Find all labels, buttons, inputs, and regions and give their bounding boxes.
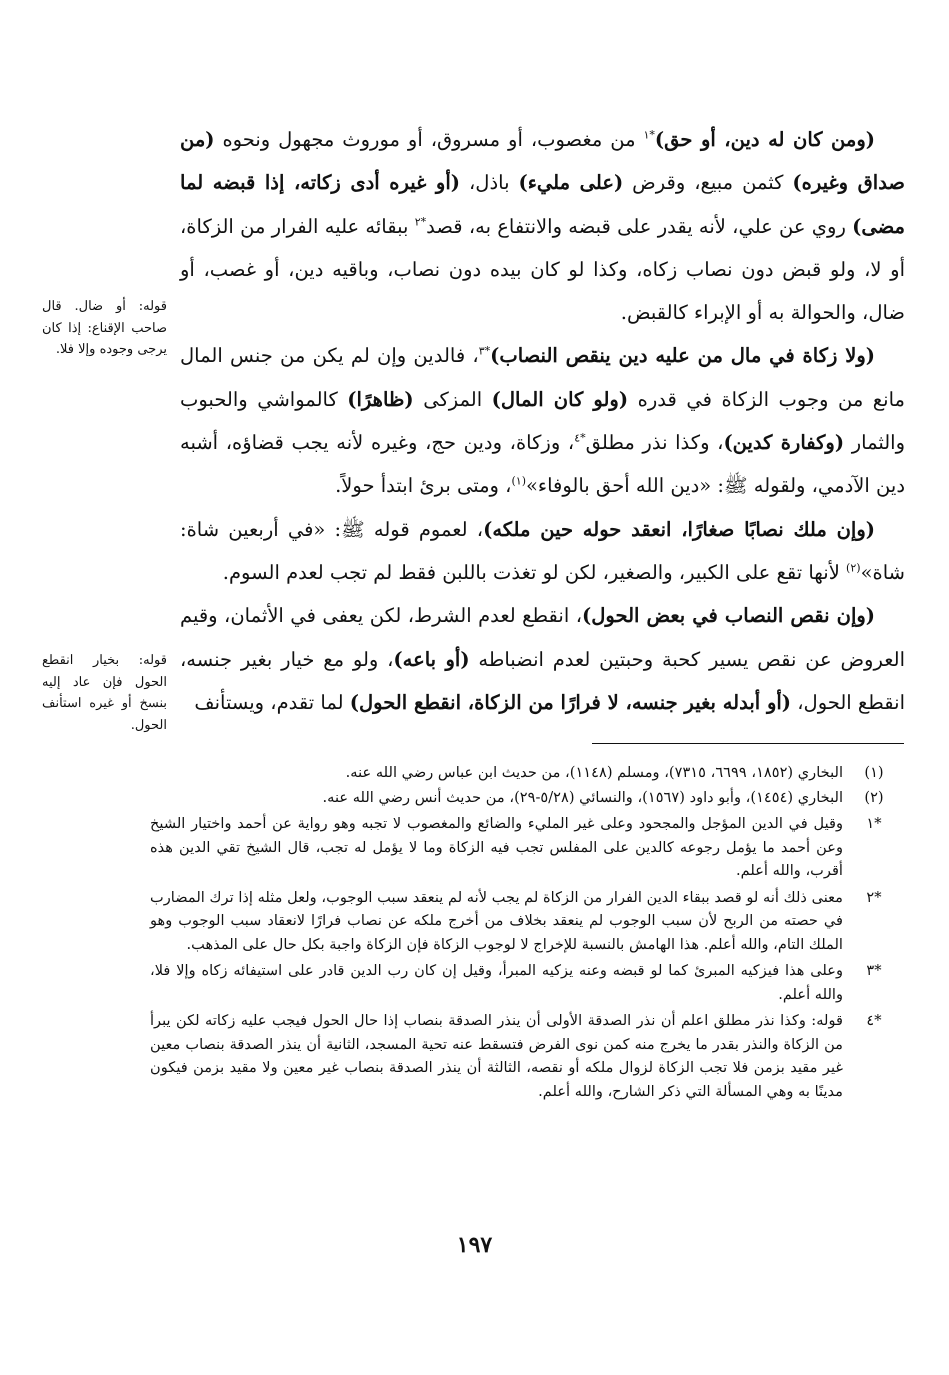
- matn-text: (ومن كان له دين، أو حق): [654, 128, 875, 151]
- footnote-marker: (١): [864, 764, 884, 781]
- footnote-marker: *٢: [866, 888, 882, 906]
- footnote-ref: (١): [511, 474, 526, 488]
- sharh-text: ، لعموم قوله ﷺ: «في أربعين شاة: شاة»: [180, 517, 905, 584]
- matn-text: (ولو كان المال): [491, 387, 629, 411]
- matn-text: (ولا زكاة في مال من عليه دين ينقص النصاب): [490, 344, 876, 368]
- margin-note-2: قوله: بخيار انقطع الحول فإن عاد إليه بنسخ أو غيره استأنف الحول.: [42, 653, 167, 733]
- sharh-text: ، ومتى برئ ابتدأ حولاً.: [335, 474, 512, 498]
- footnote: [150, 786, 905, 810]
- footnote-text: قوله: وكذا نذر مطلق اعلم أن نذر الصدقة الأولى أن ينذر الصدقة بنصاب إذا حال الحول فيجب عليه زكاته لكن يبرأ من الزكاة والنذر بقدر ما يخرج منه كمن نوى الفرض فتسقط عنه تحية المسجد، الثانية أن ينذر الصدقة بنصاب معين غير مقيد بزمن فلا تجب الزكاة لزوال ملكه أو نقصه، الثالثة أن ينذر الصدقة بنصاب غير معين ولا مقيد بزمن فيكون مدينًا به وهي المسألة التي ذكر الشارح، والله أعلم.: [150, 1012, 843, 1100]
- margin-note-1: قوله: أو ضال. قال صاحب الإقناع: إذا كان يرجى وجوده وإلا فلا.: [42, 299, 167, 357]
- sharh-text: ، وكذا نذر مطلق: [585, 431, 724, 455]
- matn-text: (أو غيره أدى زكاته، إذا قبضه لما مضى): [180, 171, 905, 238]
- footnote: [150, 1009, 905, 1103]
- sharh-text: كالمواشي والحبوب والثمار: [180, 387, 906, 455]
- matn-text: (أو باعه): [393, 647, 470, 671]
- matn-text: (من صداق وغيره): [180, 128, 905, 195]
- footnote: [150, 761, 905, 785]
- footnote-ref: *٢: [414, 215, 427, 229]
- sharh-text: لأنها تقع على الكبير، والصغير، لكن لو تغذت باللبن فقط لم تجب لعدم السوم.: [222, 560, 847, 584]
- footnote-text: معنى ذلك أنه لو قصد ببقاء الدين الفرار من الزكاة لم يجب لأنه لم ينعقد سبب الوجوب، ولعل مثله إذا ترك المضارب في حصته من الربح لأن سبب الوجوب لم ينعقد بخلاف من أخرج ملكه عن نصاب فرارًا لانعقاد سبب الوجوب وهو الملك التام، والله أعلم. هذا الهامش بالنسبة للإخراج لا لوجوب الزكاة فإن الزكاة واجبة بكل حال على المذهب.: [150, 888, 843, 953]
- footnote-marker: (٢): [864, 788, 884, 806]
- footnotes: [150, 761, 905, 1104]
- sharh-text: ، انقطع لعدم الشرط، لكن يعفى في الأثمان، وقيم العروض عن نقص يسير كحبة وحبتين لعدم انضباطه: [180, 604, 905, 671]
- footnote-ref: *٤: [574, 431, 586, 445]
- paragraph-3: [180, 508, 905, 595]
- matn-text: (وإن ملك نصابًا صغارًا، انعقد حوله حين ملكه): [483, 517, 875, 541]
- matn-text: (وإن نقص النصاب في بعض الحول): [582, 604, 876, 628]
- footnote-ref: *٣: [478, 344, 491, 358]
- footnote-ref: *١: [643, 128, 655, 142]
- matn-text: (على مليء): [518, 171, 624, 195]
- paragraph-1: [180, 118, 905, 334]
- sharh-text: روي عن علي، لأنه يقدر على قبضه والانتفاع به، قصد: [426, 214, 853, 238]
- paragraph-2: [180, 334, 905, 507]
- footnote: [150, 959, 905, 1006]
- footnote-ref: (٢): [846, 561, 861, 575]
- main-text: [180, 118, 905, 724]
- paragraph-4: [180, 594, 905, 724]
- footnote: [150, 886, 905, 957]
- sharh-text: ، فالدين وإن لم يكن من جنس المال مانع من وجوب الزكاة في قدره: [180, 344, 905, 411]
- sharh-text: كثمن مبيع، وقرض: [623, 171, 793, 195]
- sharh-text: لما تقدم، ويستأنف: [194, 690, 350, 714]
- matn-text: (أو أبدله بغير جنسه، لا فرارًا من الزكاة، انقطع الحول): [349, 690, 792, 714]
- matn-text: (وكفارة كدين): [723, 431, 845, 455]
- footnote-text: البخاري (١٤٥٤)، وأبو داود (١٥٦٧)، والنسائي (٥/٢٨-٢٩)، من حديث أنس رضي الله عنه.: [322, 788, 843, 806]
- sharh-text: باذل،: [460, 171, 519, 195]
- footnote-separator: [592, 743, 904, 744]
- sharh-text: ، وزكاة، ودين حج، وغيره لأنه يجب قضاؤه، أشبه دين الآدمي، ولقوله ﷺ: «دين الله أحق بالوفاء»: [180, 431, 905, 498]
- footnote-text: وقيل في الدين المؤجل والمجحود وعلى غير المليء والضائع والمغصوب لا تجبه وهو رواية عن أحمد واختيار الشيخ وعن أحمد ما يؤمل رجوعه كالدين على المفلس تجب فيه الزكاة وما لا يؤمل له تجب، قال الشيخ تقي الدين هذه أقرب، والله أعلم.: [150, 815, 843, 879]
- sharh-text: ببقائه عليه الفرار من الزكاة، أو لا، ولو قبض دون نصاب زكاه، وكذا لو كان بيده دون نصاب، وباقيه دين، أو غصب، أو ضال، والحوالة به أو الإبراء كالقبض.: [180, 214, 905, 325]
- sharh-text: ، ولو مع خيار بغير جنسه، انقطع الحول،: [180, 647, 905, 714]
- footnote-marker: *٣: [866, 962, 882, 979]
- matn-text: (ظاهرًا): [347, 387, 414, 411]
- sharh-text: المزكى: [413, 387, 492, 411]
- footnote: [150, 812, 905, 883]
- footnote-text: وعلى هذا فيزكيه المبرئ كما لو قبضه وعنه يزكيه المبرأ، وقيل إن كان رب الدين قادر على استيفائه زكاه وإلا فلا، والله أعلم.: [150, 962, 843, 1003]
- footnote-marker: *٤: [866, 1012, 882, 1029]
- footnote-text: البخاري (١٨٥٢، ٦٦٩٩، ٧٣١٥)، ومسلم (١١٤٨)، من حديث ابن عباس رضي الله عنه.: [345, 764, 843, 781]
- page-number: ١٩٧: [456, 1232, 493, 1258]
- footnote-marker: *١: [866, 815, 882, 832]
- sharh-text: من مغصوب، أو مسروق، أو موروث مجهول ونحوه: [214, 128, 644, 151]
